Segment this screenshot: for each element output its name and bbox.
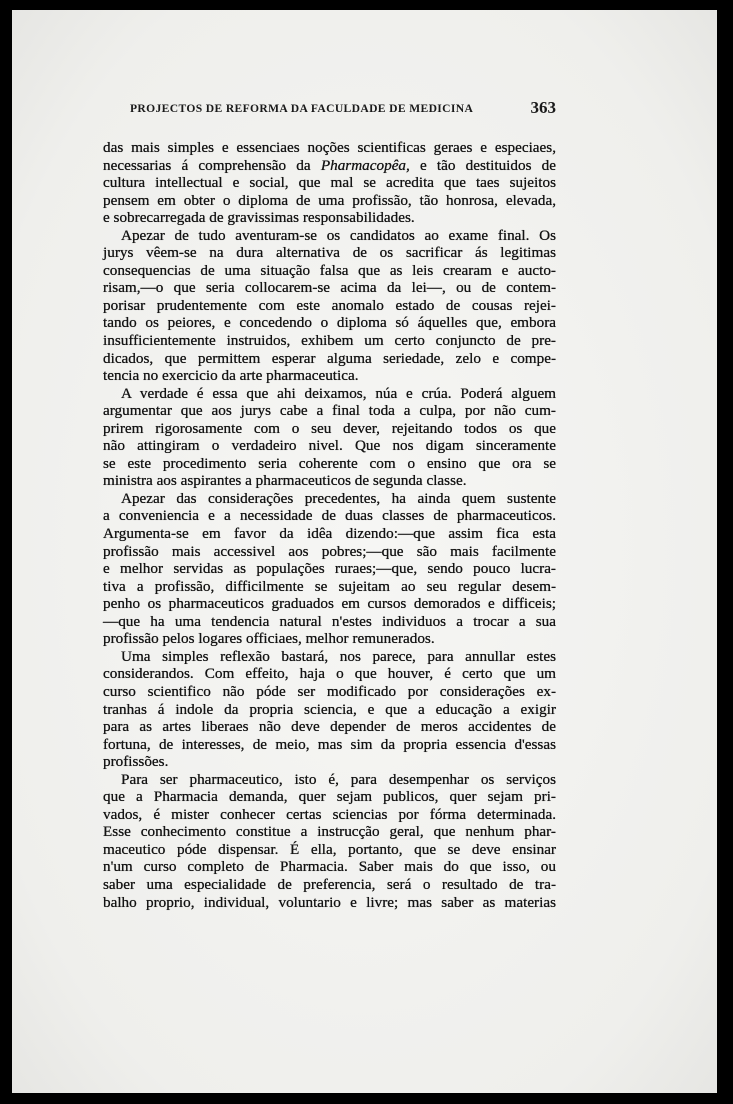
text-line: maceutico póde dispensar. É ella, portanto, que se deve ensinar [103, 840, 556, 858]
text-line: Uma simples reflexão bastará, nos parece, para annullar estes [121, 647, 556, 665]
text-line: saber uma especialidade de preferencia, será o resultado de tra- [103, 875, 556, 893]
text-line: ministra aos aspirantes a pharmaceuticos de segunda classe. [103, 472, 467, 490]
text-line: jurys vêem-se na dura alternativa de os sacrificar ás legitimas [103, 244, 556, 262]
text-line: porisar prudentemente com este anomalo estado de cousas rejei- [103, 296, 556, 314]
text-line: para as artes liberaes não deve depender de meros accidentes de [103, 718, 556, 736]
text-line: prirem rigorosamente com o seu dever, rejeitando todos os que [103, 419, 556, 437]
text-line: Esse conhecimento constitue a instrucção geral, que nenhum phar- [103, 823, 556, 841]
text-line: tencia no exercicio da arte pharmaceutica. [103, 367, 359, 385]
text-line: Apezar de tudo aventuram-se os candidatos ao exame final. Os [121, 226, 556, 244]
paragraph [103, 490, 556, 648]
text-line: —que ha uma tendencia natural n'estes individuos a trocar a sua [103, 612, 556, 630]
text-line: profissão pelos logares officiaes, melhor remunerados. [103, 630, 435, 648]
text-line: insufficientemente instruidos, exhibem um certo conjuncto de pre- [103, 332, 556, 350]
text-line: pensem em obter o diploma de uma profissão, tão honrosa, elevada, [103, 191, 556, 209]
text-line: Apezar das considerações precedentes, ha ainda quem sustente [121, 489, 556, 507]
text-segment: e tão destituidos de [409, 156, 556, 174]
paragraph [103, 385, 556, 490]
text-line: argumentar que aos jurys cabe a final toda a culpa, por não cum- [103, 402, 556, 420]
running-title: PROJECTOS DE REFORMA DA FACULDADE DE MEDICINA [130, 102, 474, 115]
text-line [103, 157, 556, 175]
text-line: Para ser pharmaceutico, isto é, para desempenhar os serviços [121, 770, 556, 788]
text-line: e sobrecarregada de gravissimas responsabilidades. [103, 209, 415, 227]
text-line: risam,—o que seria collocarem-se acima da lei—, ou de contem- [103, 279, 556, 297]
paragraph [103, 648, 556, 771]
italic-term: Pharmacopêa, [320, 156, 410, 174]
text-line: tiva a profissão, difficilmente se sujeitam ao seu regular desem- [103, 577, 556, 595]
text-line: considerandos. Com effeito, haja o que houver, é certo que um [103, 665, 556, 683]
body-text [103, 139, 556, 911]
text-line: vados, é mister conhecer certas sciencias por fórma determinada. [103, 805, 556, 823]
text-line: A verdade é essa que ahi deixamos, núa e crúa. Poderá alguem [121, 384, 556, 402]
text-line: n'um curso completo de Pharmacia. Saber mais do que isso, ou [103, 858, 556, 876]
text-line: dicados, que permittem esperar alguma seriedade, zelo e compe- [103, 349, 556, 367]
page-number: 363 [530, 98, 556, 117]
text-line: profissões. [103, 753, 169, 771]
paragraph [103, 139, 556, 227]
text-line: que a Pharmacia demanda, quer sejam publicos, quer sejam pri- [103, 788, 556, 806]
text-line: Argumenta-se em favor da idêa dizendo:—que assim fica esta [103, 525, 556, 543]
text-line: das mais simples e essenciaes noções scientificas geraes e especiaes, [103, 139, 556, 156]
book-page [12, 10, 717, 1093]
text-line: curso scientifico não póde ser modificado por considerações ex- [103, 682, 556, 700]
paragraph [103, 227, 556, 385]
text-line: balho proprio, individual, voluntario e livre; mas saber as materias [103, 893, 556, 911]
text-segment: necessarias á comprehensão da [103, 156, 321, 174]
text-line: tando os peiores, e concedendo o diploma só áquelles que, embora [103, 314, 556, 332]
text-line: tranhas á indole da propria sciencia, e que a educação a exigir [103, 700, 556, 718]
text-line: fortuna, de interesses, de meio, mas sim da propria essencia d'essas [103, 735, 556, 753]
text-line: se este procedimento seria coherente com o ensino que ora se [103, 454, 556, 472]
text-line: a conveniencia e a necessidade de duas classes de pharmaceuticos. [103, 507, 556, 525]
text-line: penho os pharmaceuticos graduados em cursos demorados e difficeis; [103, 595, 556, 613]
text-line: consequencias de uma situação falsa que as leis crearam e aucto- [103, 261, 556, 279]
text-line: não attingiram o verdadeiro nivel. Que nos digam sinceramente [103, 437, 556, 455]
running-header [130, 100, 556, 120]
text-line: e melhor servidas as populações ruraes;—que, sendo pouco lucra- [103, 560, 556, 578]
text-line: profissão mais accessivel aos pobres;—que são mais facilmente [103, 542, 556, 560]
paragraph [103, 771, 556, 911]
text-line: cultura intellectual e social, que mal se acredita que taes sujeitos [103, 174, 556, 192]
